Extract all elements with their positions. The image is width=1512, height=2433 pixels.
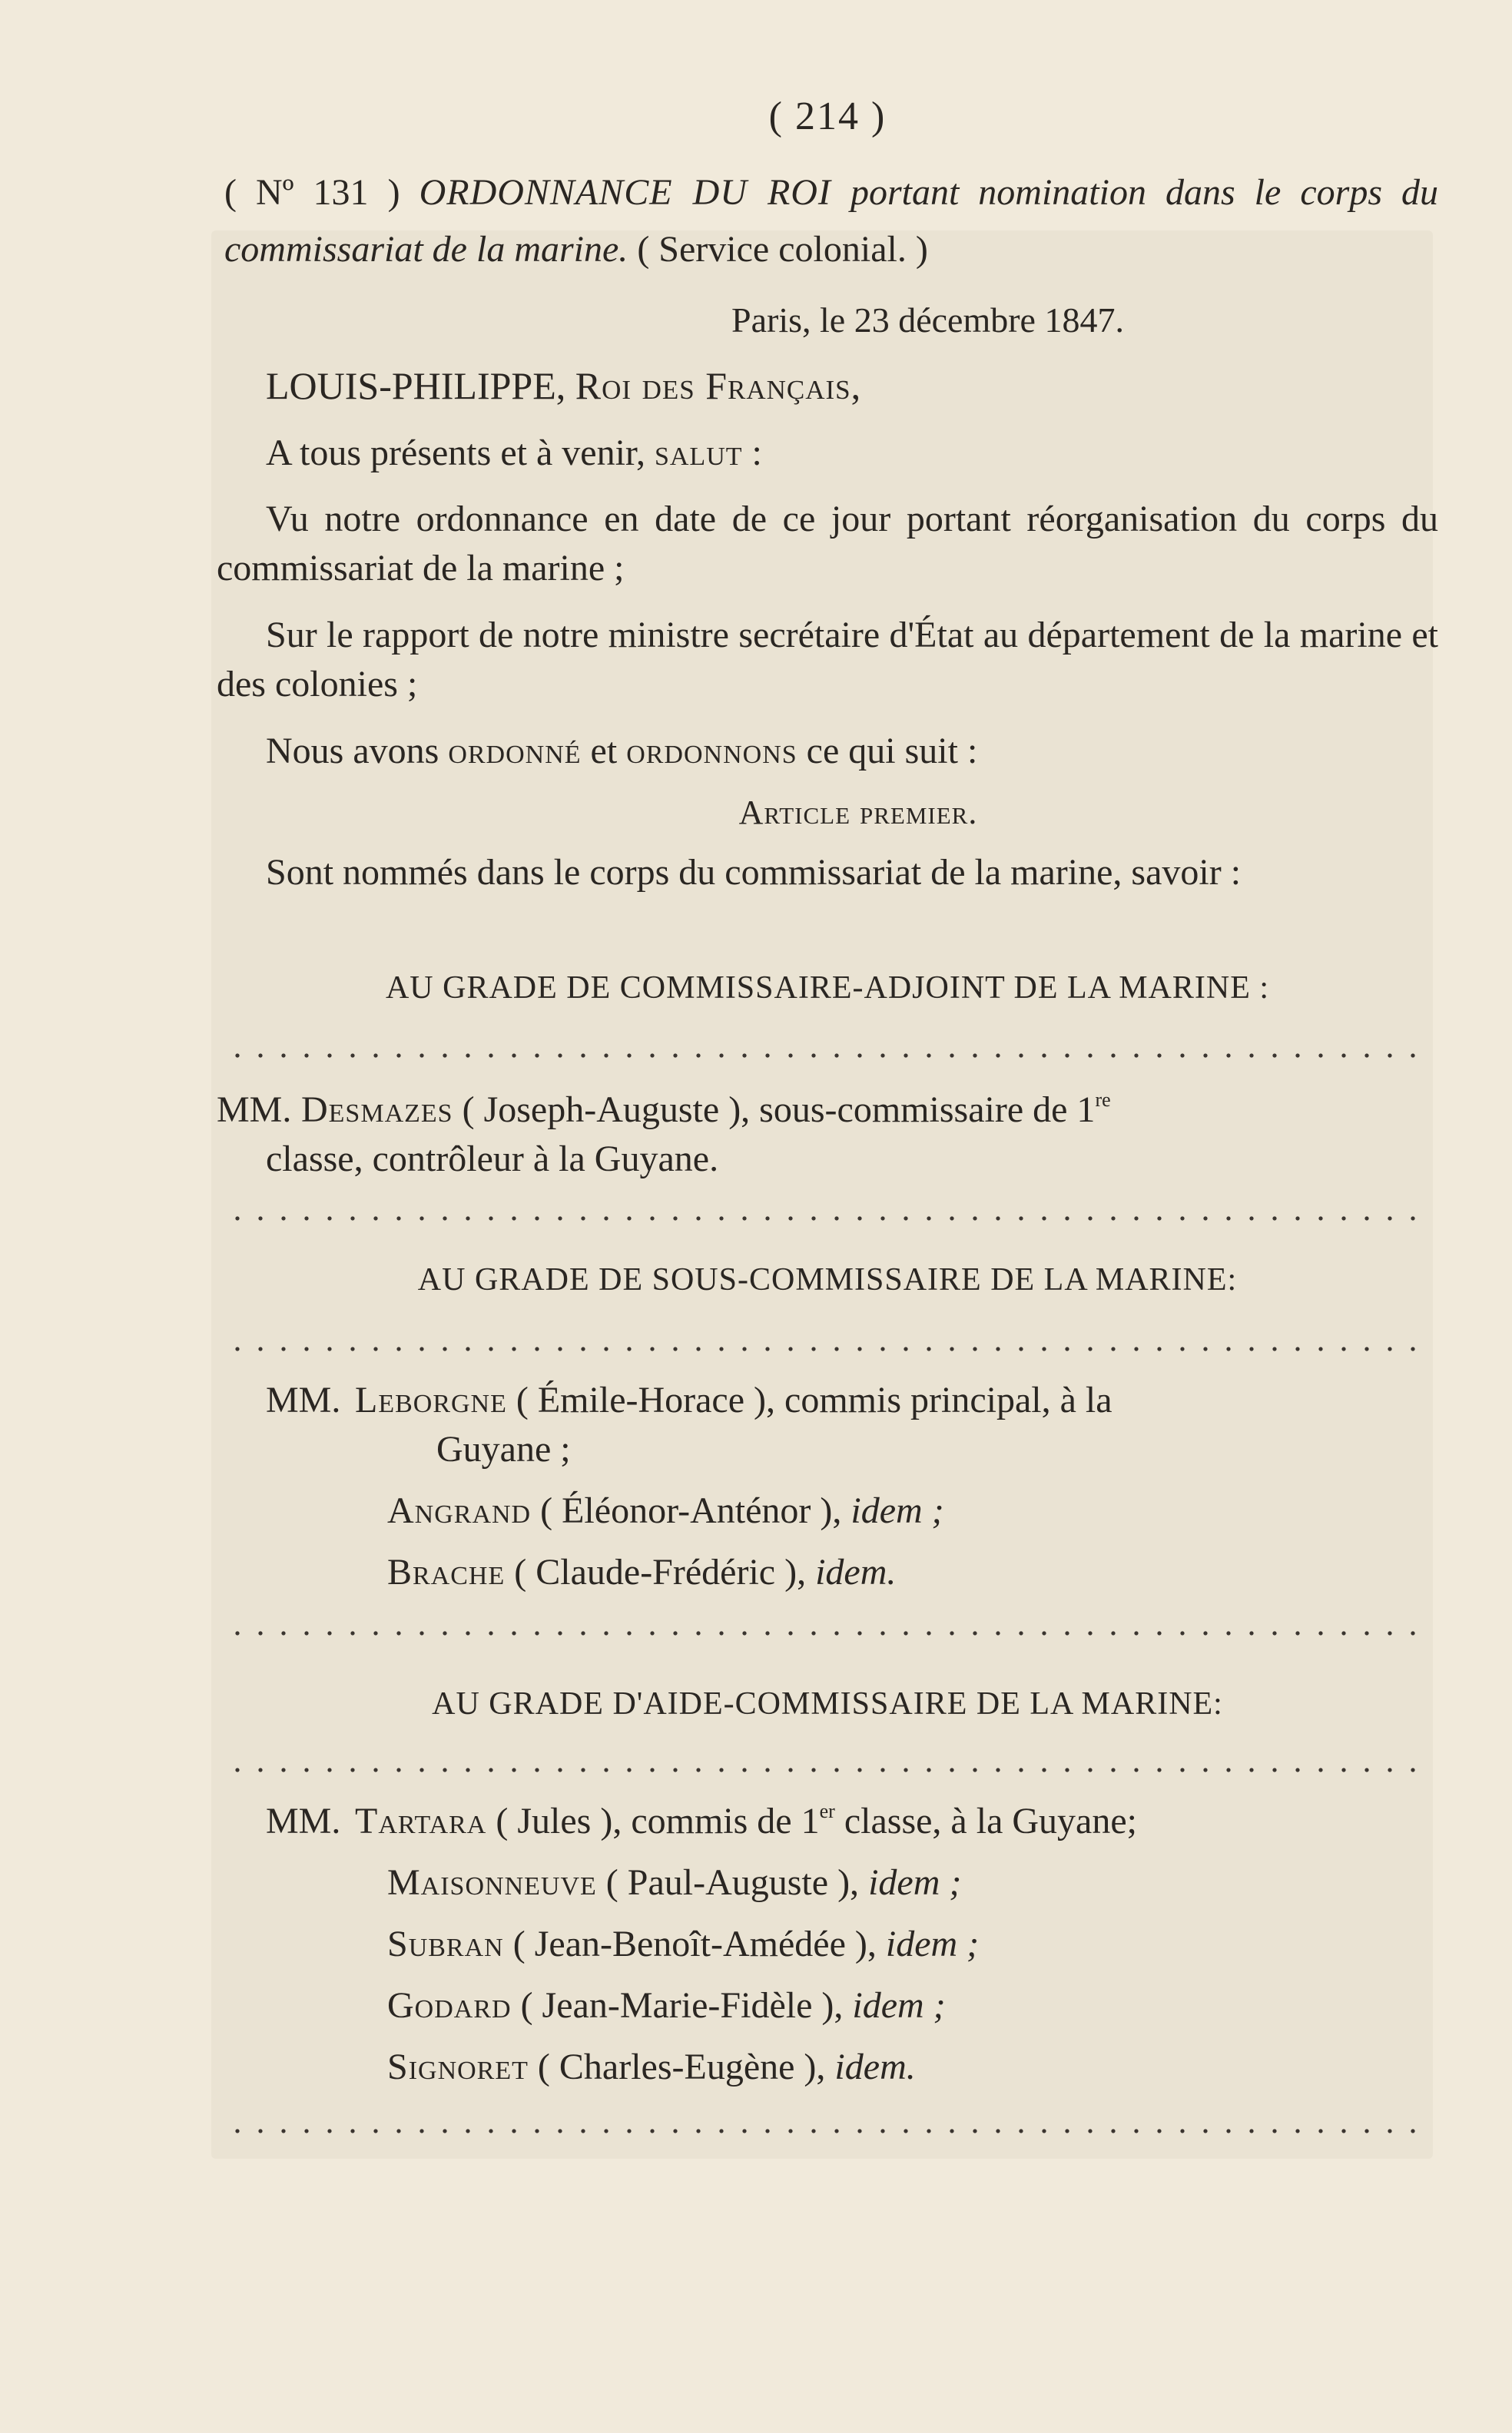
- entry-maisonneuve: [387, 1858, 961, 1908]
- date-line: Paris, le 23 décembre 1847.: [731, 300, 1124, 340]
- article-heading: Article premier.: [738, 794, 978, 831]
- entry-detail: ( Charles-Eugène ),: [528, 2047, 835, 2087]
- entry-tartara: [355, 1796, 1438, 1847]
- ordinance-title: [224, 164, 1438, 278]
- entry-idem: idem ;: [850, 1490, 944, 1531]
- entry-angrand: [387, 1486, 944, 1536]
- dotted-separator: [226, 1052, 1424, 1059]
- entry-idem: idem ;: [852, 1985, 946, 2026]
- superscript: er: [819, 1800, 835, 1822]
- king-name: LOUIS-PHILIPPE,: [266, 364, 566, 407]
- dotted-separator: [226, 1767, 1424, 1773]
- entry-name: Signoret: [387, 2047, 529, 2087]
- entry-idem: idem ;: [868, 1862, 962, 1903]
- section-heading-adjoint: AU GRADE DE COMMISSAIRE-ADJOINT DE LA MARINE :: [385, 970, 1270, 1006]
- mm-label: MM.: [217, 1089, 292, 1130]
- entry-leborgne-cont: Guyane ;: [436, 1429, 571, 1470]
- ordinance-service: ( Service colonial. ): [637, 229, 928, 270]
- entry-desmazes: [301, 1085, 1438, 1135]
- entry-detail: ( Jules ), commis de 1: [486, 1801, 820, 1841]
- entry-detail: ( Éléonor-Anténor ),: [531, 1490, 851, 1531]
- ordonne-end: ce qui suit :: [797, 731, 978, 771]
- dotted-separator: [226, 1215, 1424, 1221]
- entry-idem: idem ;: [885, 1924, 980, 1964]
- entry-name: Angrand: [387, 1490, 532, 1531]
- paragraph-sur: Sur le rapport de notre ministre secrétaire d'État au département de la marine et des colonies ;: [217, 615, 1438, 704]
- entry-detail-end: classe, à la Guyane;: [834, 1801, 1137, 1841]
- entry-name: Brache: [387, 1552, 506, 1593]
- entry-idem: idem.: [834, 2047, 916, 2087]
- salutation-text: A tous présents et à venir,: [266, 433, 645, 473]
- entry-leborgne: [355, 1375, 1438, 1426]
- entry-brache: [387, 1547, 896, 1598]
- salutation-line: [266, 429, 1487, 478]
- ordonne-word-1: ordonné: [448, 731, 582, 771]
- entry-detail: ( Paul-Auguste ),: [596, 1862, 869, 1903]
- king-title: Roi des Français,: [575, 364, 862, 407]
- ordonne-word-2: ordonnons: [626, 731, 797, 771]
- entry-detail: ( Claude-Frédéric ),: [505, 1552, 816, 1593]
- entry-name: Desmazes: [301, 1089, 453, 1130]
- page-number: ( 214 ): [768, 94, 887, 138]
- entry-detail: ( Joseph-Auguste ), sous-commissaire de 1: [453, 1089, 1096, 1130]
- king-line: [266, 361, 1487, 410]
- salutation-end: :: [742, 433, 762, 473]
- dotted-separator: [226, 1346, 1424, 1352]
- entry-signoret: [387, 2042, 916, 2093]
- entry-desmazes-cont: classe, contrôleur à la Guyane.: [266, 1139, 719, 1179]
- ordinance-subject: portant nomination dans le corps du commissariat de la marine.: [224, 172, 1439, 270]
- entry-detail: ( Émile-Horace ), commis principal, à la: [506, 1380, 1112, 1420]
- entry-subran: [387, 1919, 979, 1970]
- dotted-separator: [226, 1630, 1424, 1636]
- mm-label: MM.: [266, 1380, 341, 1420]
- section-heading-aide: AU GRADE D'AIDE-COMMISSAIRE DE LA MARINE:: [432, 1686, 1223, 1722]
- ordonne-line: [266, 727, 1487, 776]
- entry-name: Subran: [387, 1924, 504, 1964]
- entry-name: Godard: [387, 1985, 512, 2026]
- ordonne-start: Nous avons: [266, 731, 449, 771]
- salutation-word: salut: [654, 433, 743, 473]
- superscript: re: [1095, 1089, 1111, 1111]
- section-heading-sous: AU GRADE DE SOUS-COMMISSAIRE DE LA MARINE:: [417, 1262, 1238, 1298]
- dotted-separator: [226, 2128, 1424, 2134]
- paragraph-sont-nommes: Sont nommés dans le corps du commissariat de la marine, savoir :: [266, 852, 1242, 893]
- entry-detail: ( Jean-Benoît-Amédée ),: [503, 1924, 886, 1964]
- entry-godard: [387, 1981, 946, 2031]
- entry-name: Maisonneuve: [387, 1862, 597, 1903]
- ordinance-number: ( Nº 131 ): [224, 172, 400, 213]
- entry-detail: ( Jean-Marie-Fidèle ),: [511, 1985, 853, 2026]
- mm-label: MM.: [266, 1801, 341, 1841]
- paragraph-vu: Vu notre ordonnance en date de ce jour portant réorganisation du corps du commissariat de la marine ;: [217, 499, 1438, 588]
- ordinance-main-title: ORDONNANCE DU ROI: [419, 172, 831, 213]
- entry-name: Tartara: [355, 1801, 487, 1841]
- entry-idem: idem.: [815, 1552, 897, 1593]
- entry-name: Leborgne: [355, 1380, 507, 1420]
- ordonne-mid: et: [581, 731, 627, 771]
